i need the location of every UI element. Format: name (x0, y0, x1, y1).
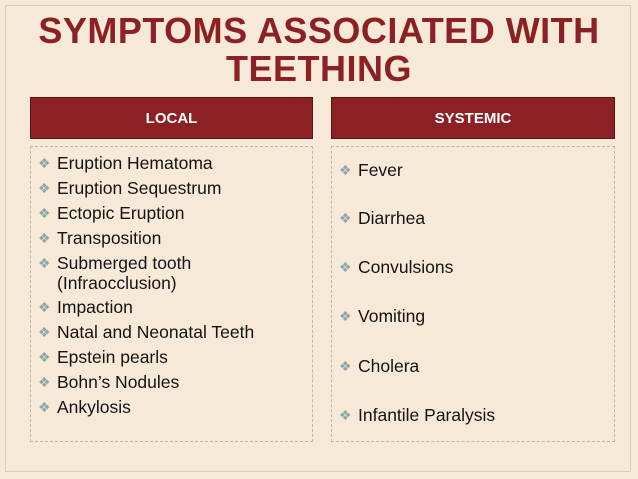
diamond-bullet-icon: ❖ (339, 210, 352, 226)
diamond-bullet-icon: ❖ (38, 230, 51, 246)
list-item-text: Infantile Paralysis (358, 405, 496, 425)
diamond-bullet-icon: ❖ (38, 374, 51, 390)
list-item-text: Eruption Sequestrum (57, 178, 222, 198)
list-item-text: Convulsions (358, 257, 454, 277)
list-item-text (57, 253, 307, 293)
title-line-2: TEETHING (225, 48, 412, 89)
diamond-bullet-icon: ❖ (38, 349, 51, 365)
list-item-text: Natal and Neonatal Teeth (57, 322, 255, 342)
list-item-text: Bohn’s Nodules (57, 372, 180, 392)
list-item-text: Eruption Hematoma (57, 153, 213, 173)
local-header (30, 97, 313, 139)
list-item-text: Impaction (57, 297, 133, 317)
systemic-header (331, 97, 615, 139)
diamond-bullet-icon: ❖ (339, 358, 352, 374)
list-item-text: Vomiting (358, 306, 426, 326)
slide-title (0, 12, 638, 88)
list-item-text: Ankylosis (57, 397, 131, 417)
diamond-bullet-icon: ❖ (38, 255, 51, 271)
diamond-bullet-icon: ❖ (38, 299, 51, 315)
diamond-bullet-icon: ❖ (339, 162, 352, 178)
list-item-text: Ectopic Eruption (57, 203, 185, 223)
list-item-text: Fever (358, 160, 403, 180)
list-item-sub: (Infraocclusion) (57, 273, 177, 293)
systemic-header-label: SYSTEMIC (434, 109, 512, 127)
systemic-symptoms-box (331, 146, 615, 442)
diamond-bullet-icon: ❖ (38, 180, 51, 196)
diamond-bullet-icon: ❖ (38, 399, 51, 415)
local-symptoms-box (30, 146, 313, 442)
list-item-text: Transposition (57, 228, 162, 248)
title-line-1: SYMPTOMS ASSOCIATED WITH (38, 10, 600, 51)
diamond-bullet-icon: ❖ (339, 308, 352, 324)
diamond-bullet-icon: ❖ (38, 324, 51, 340)
list-item-text: Cholera (358, 356, 420, 376)
list-item-text: Epstein pearls (57, 347, 168, 367)
list-item-text: Diarrhea (358, 208, 426, 228)
local-header-label: LOCAL (145, 109, 198, 127)
diamond-bullet-icon: ❖ (38, 155, 51, 171)
list-item-main: Submerged tooth (57, 253, 192, 273)
diamond-bullet-icon: ❖ (339, 259, 352, 275)
diamond-bullet-icon: ❖ (38, 205, 51, 221)
diamond-bullet-icon: ❖ (339, 407, 352, 423)
